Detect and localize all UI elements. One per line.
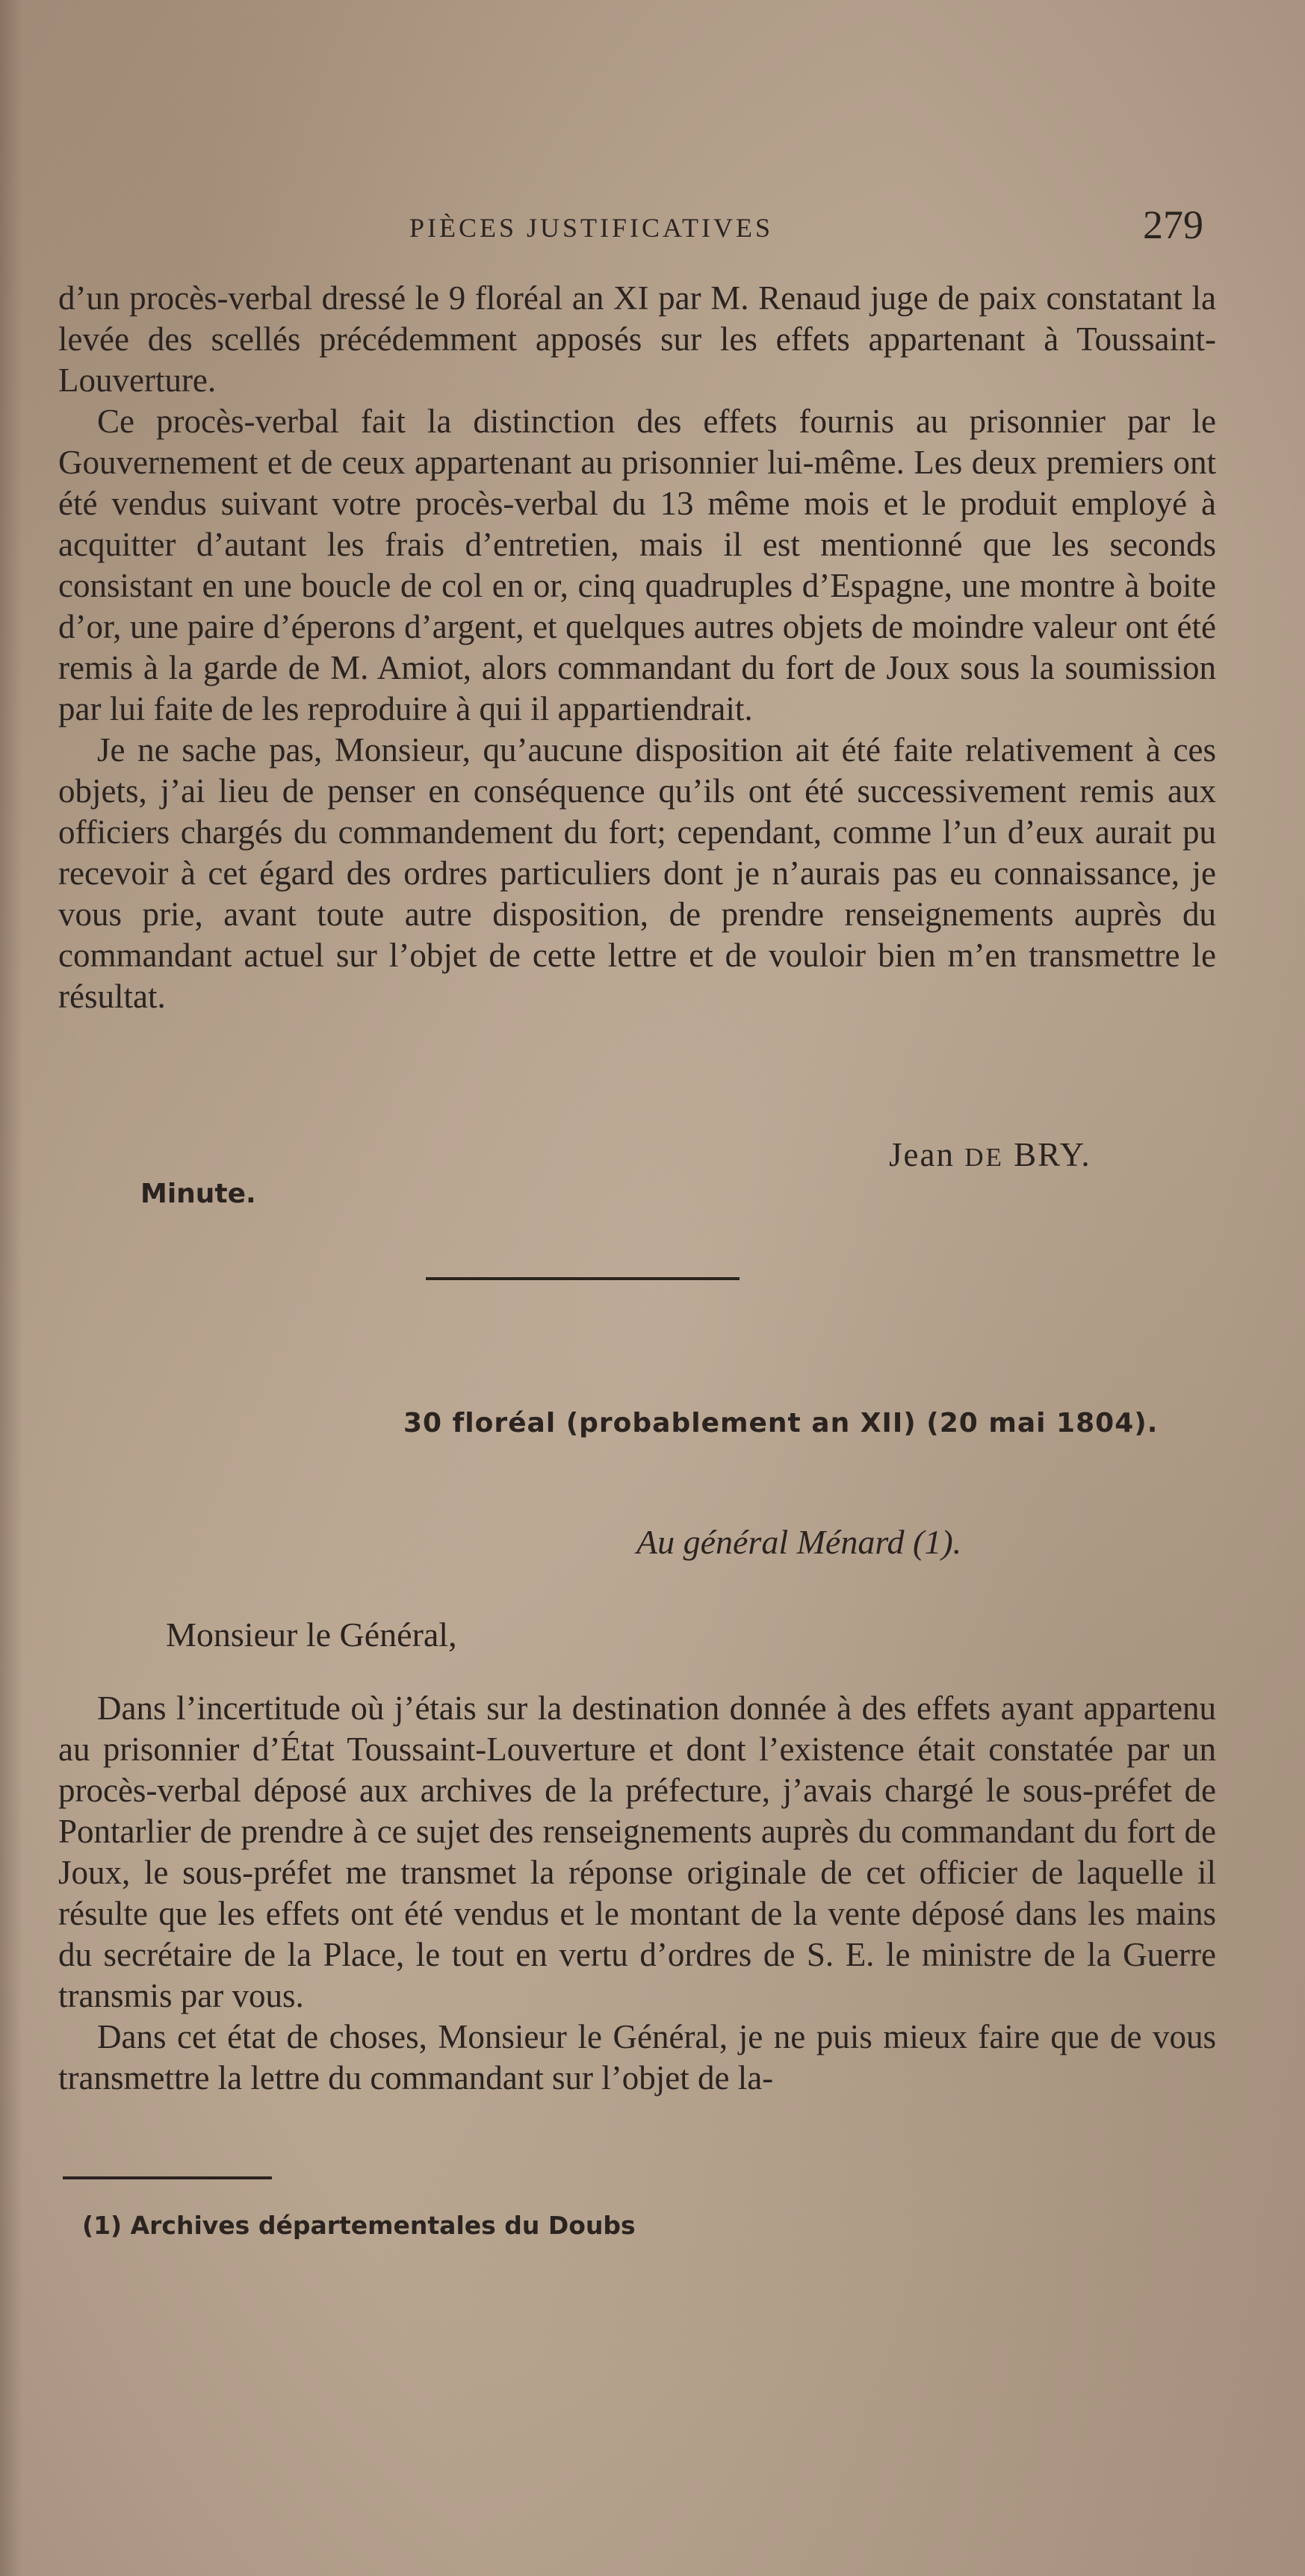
page-header xyxy=(0,202,1305,254)
signature-last-name: BRY. xyxy=(1014,1136,1091,1173)
running-title: PIÈCES JUSTIFICATIVES xyxy=(409,213,774,243)
letter-one-body xyxy=(58,278,1216,1017)
signature-first-name: Jean xyxy=(889,1136,955,1173)
letter-two-paragraph: Dans cet état de choses, Monsieur le Général, je ne puis mieux faire que de vous transmettre la lettre du commandant sur l’objet de la- xyxy=(58,2018,1216,2097)
letter-one-paragraph: Ce procès-verbal fait la distinction des effets fournis au prisonnier par le Gouvernement et de ceux appartenant au prisonnier lui-même. Les deux premiers ont été vendus suivant votre procès-verbal du 13 même mois et le produit employé à acquitter d’autant les frais d’entretien, mais il est mentionné que les seconds consistant en une boucle de col en or, cinq quadruples d’Espagne, une montre à boite d’or, une paire d’éperons d’argent, et quelques autres objets de moindre valeur ont été remis à la garde de M. Amiot, alors commandant du fort de Joux sous la soumission par lui faite de les reproduire à qui il appartiendrait. xyxy=(58,403,1216,727)
letter-two-body xyxy=(58,1688,1216,2099)
signature xyxy=(889,1135,1091,1174)
letter-two-paragraph: Dans l’incertitude où j’étais sur la destination donnée à des effets ayant appartenu au prisonnier d’État Toussaint-Louverture et dont l’existence était constatée par un procès-verbal déposé aux archives de la préfecture, j’avais chargé le sous-préfet de Pontarlier de prendre à ce sujet des renseignements auprès du commandant du fort de Joux, le sous-préfet me transmet la réponse originale de cet officier de laquelle il résulte que les effets ont été vendus et le montant de la vente déposé dans les mains du secrétaire de la Place, le tout en vertu d’ordres de S. E. le ministre de la Guerre transmis par vous. xyxy=(58,1689,1216,2014)
footnote: (1) Archives départementales du Doubs xyxy=(82,2211,636,2240)
page-number: 279 xyxy=(1143,202,1203,247)
footnote-rule xyxy=(63,2176,272,2179)
letter-one-paragraph: d’un procès-verbal dressé le 9 floréal an XI par M. Renaud juge de paix constatant la levée des scellés précédemment apposés sur les effets appartenant à Toussaint-Louverture. xyxy=(58,279,1216,399)
signature-particle: DE xyxy=(964,1143,1004,1172)
section-separator xyxy=(426,1277,740,1280)
letter-two-addressee: Au général Ménard (1). xyxy=(636,1523,962,1561)
letter-two-dateline: 30 floréal (probablement an XII) (20 mai 1804). xyxy=(403,1408,1159,1438)
letter-one-paragraph: Je ne sache pas, Monsieur, qu’aucune disposition ait été faite relativement à ces objets, j’ai lieu de penser en conséquence qu’ils ont été successivement remis aux officiers chargés du commandement du fort; cependant, comme l’un d’eux aurait pu recevoir à cet égard des ordres particuliers dont je n’aurais pas eu connaissance, je vous prie, avant toute autre disposition, de prendre renseignements auprès du commandant actuel sur l’objet de cette lettre et de vouloir bien m’en transmettre le résultat. xyxy=(58,731,1216,1015)
letter-two-salutation: Monsieur le Général, xyxy=(166,1616,457,1654)
minute-label: Minute. xyxy=(140,1179,256,1209)
